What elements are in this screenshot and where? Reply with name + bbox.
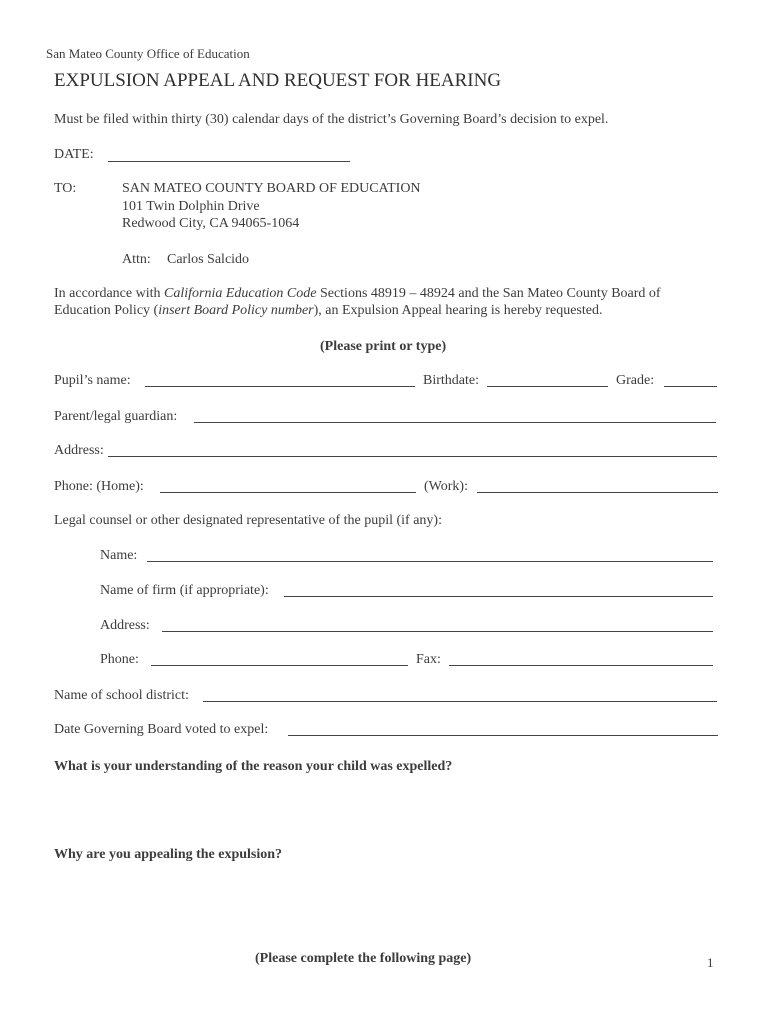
counsel-fax-field[interactable]: [449, 665, 713, 666]
counsel-firm-label: Name of firm (if appropriate):: [100, 583, 269, 598]
address-label: Address:: [54, 443, 104, 458]
form-title: EXPULSION APPEAL AND REQUEST FOR HEARING: [54, 70, 502, 91]
accordance-line-2: Education Policy (insert Board Policy number), an Expulsion Appeal hearing is hereby requested.: [54, 303, 603, 318]
counsel-heading: Legal counsel or other designated representative of the pupil (if any):: [54, 513, 442, 528]
pupil-name-label: Pupil’s name:: [54, 373, 131, 388]
to-label: TO:: [54, 181, 77, 196]
phone-work-field[interactable]: [477, 492, 718, 493]
guardian-field[interactable]: [194, 422, 716, 423]
pupil-name-field[interactable]: [145, 386, 415, 387]
school-district-label: Name of school district:: [54, 688, 189, 703]
date-label: DATE:: [54, 147, 94, 162]
attn-name: Carlos Salcido: [167, 252, 250, 267]
birthdate-label: Birthdate:: [423, 373, 479, 388]
phone-work-label: (Work):: [424, 479, 468, 494]
attn-label: Attn:: [122, 252, 151, 267]
phone-home-label: Phone: (Home):: [54, 479, 144, 494]
school-district-field[interactable]: [203, 701, 717, 702]
counsel-address-label: Address:: [100, 618, 150, 633]
recipient-street: 101 Twin Dolphin Drive: [122, 199, 260, 214]
counsel-name-label: Name:: [100, 548, 138, 563]
birthdate-field[interactable]: [487, 386, 608, 387]
counsel-name-field[interactable]: [147, 561, 713, 562]
expulsion-reason-question: What is your understanding of the reason your child was expelled?: [54, 759, 453, 774]
counsel-firm-field[interactable]: [284, 596, 713, 597]
organization-name: San Mateo County Office of Education: [46, 46, 250, 61]
guardian-label: Parent/legal guardian:: [54, 409, 178, 424]
continue-note: (Please complete the following page): [255, 951, 472, 966]
board-policy-ref: insert Board Policy number: [158, 303, 314, 318]
counsel-phone-field[interactable]: [151, 665, 408, 666]
vote-date-label: Date Governing Board voted to expel:: [54, 722, 269, 737]
counsel-phone-label: Phone:: [100, 652, 139, 667]
education-code-ref: California Education Code: [164, 286, 317, 301]
grade-field[interactable]: [664, 386, 717, 387]
date-field[interactable]: [108, 161, 350, 162]
recipient-name: SAN MATEO COUNTY BOARD OF EDUCATION: [122, 181, 421, 196]
grade-label: Grade:: [616, 373, 655, 388]
recipient-city: Redwood City, CA 94065-1064: [122, 216, 300, 231]
counsel-address-field[interactable]: [162, 631, 713, 632]
vote-date-field[interactable]: [288, 735, 718, 736]
page-number: 1: [707, 955, 714, 970]
print-instruction: (Please print or type): [320, 339, 447, 354]
accordance-line-1: In accordance with California Education Code Sections 48919 – 48924 and the San Mateo County Board of: [54, 286, 661, 301]
filing-deadline-text: Must be filed within thirty (30) calendar days of the district’s Governing Board’s decision to expel.: [54, 112, 609, 127]
appeal-reason-question: Why are you appealing the expulsion?: [54, 847, 283, 862]
address-field[interactable]: [108, 456, 717, 457]
counsel-fax-label: Fax:: [416, 652, 441, 667]
phone-home-field[interactable]: [160, 492, 416, 493]
